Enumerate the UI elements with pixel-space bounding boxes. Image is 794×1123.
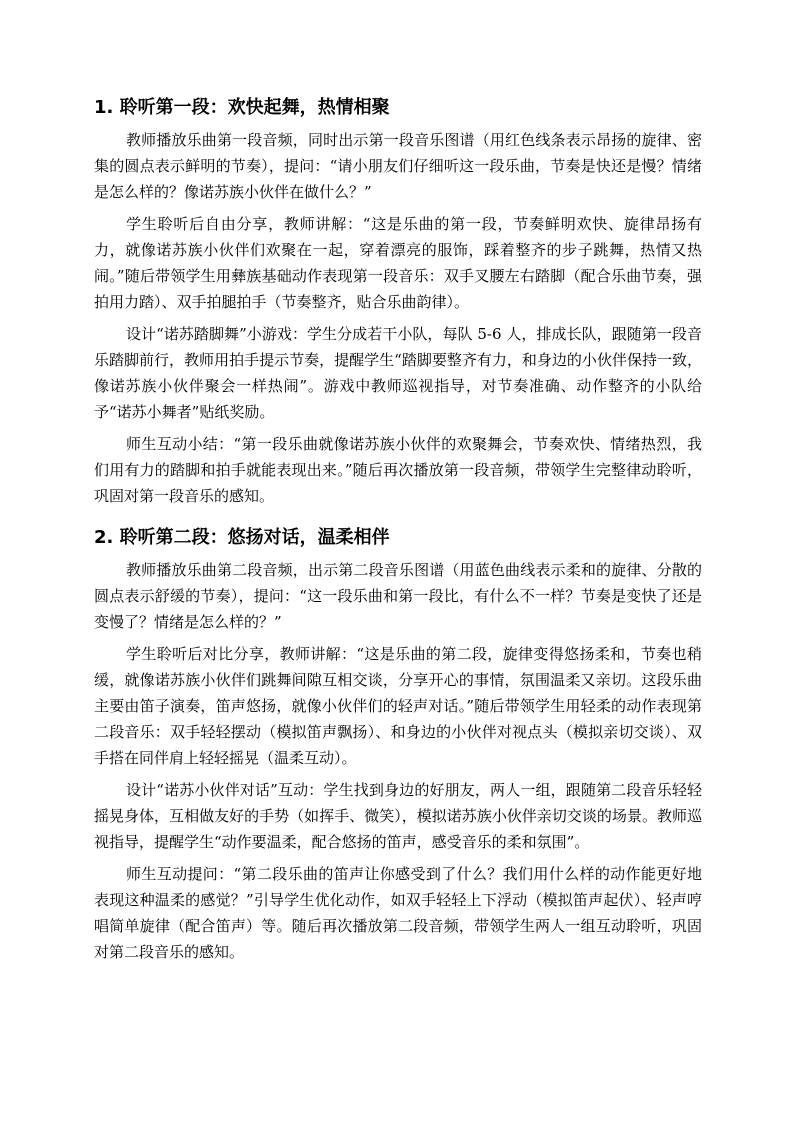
section-title-2: 2. 聆听第二段：悠扬对话，温柔相伴 (94, 527, 390, 548)
paragraph: 学生聆听后对比分享，教师讲解：“这是乐曲的第二段，旋律变得悠扬柔和，节奏也稍缓，就像诺苏族小伙伴们跳舞间隙互相交谈，分享开心的事情，氛围温柔又亲切。这段乐曲主要由笛子演奏，笛声悠扬，就像小伙伴们的轻声对话。”随后带领学生用轻柔的动作表现第二段音乐：双手轻轻摆动（模拟笛声飘扬）、和身边的小伙伴对视点头（模拟亲切交谈）、双手搭在同伴肩上轻轻摇晃（温柔互动）。 (94, 645, 702, 767)
paragraph: 教师播放乐曲第一段音频，同时出示第一段音乐图谱（用红色线条表示昂扬的旋律、密集的圆点表示鲜明的节奏），提问：“请小朋友们仔细听这一段乐曲，节奏是快还是慢？情绪是怎么样的？像诺苏族小伙伴在做什么？” (94, 131, 702, 201)
paragraph: 师生互动提问：“第二段乐曲的笛声让你感受到了什么？我们用什么样的动作能更好地表现这种温柔的感觉？”引导学生优化动作，如双手轻轻上下浮动（模拟笛声起伏）、轻声哼唱简单旋律（配合笛声）等。随后再次播放第二段音频，带领学生两人一组互动聆听，巩固对第二段音乐的感知。 (94, 865, 702, 961)
section-2 (94, 526, 702, 965)
paragraph: 师生互动小结：“第一段乐曲就像诺苏族小伙伴的欢聚舞会，节奏欢快、情绪热烈，我们用有力的踏脚和拍手就能表现出来。”随后再次播放第一段音频，带领学生完整律动聆听，巩固对第一段音乐的感知。 (94, 435, 702, 505)
section-1 (94, 96, 702, 509)
paragraph: 设计“诺苏小伙伴对话”互动：学生找到身边的好朋友，两人一组，跟随第二段音乐轻轻摇晃身体，互相做友好的手势（如挥手、微笑），模拟诺苏族小伙伴亲切交谈的场景。教师巡视指导，提醒学生“动作要温柔，配合悠扬的笛声，感受音乐的柔和氛围”。 (94, 781, 702, 851)
paragraph: 教师播放乐曲第二段音频，出示第二段音乐图谱（用蓝色曲线表示柔和的旋律、分散的圆点表示舒缓的节奏），提问：“这一段乐曲和第一段比，有什么不一样？节奏是变快了还是变慢了？情绪是怎么样的？” (94, 561, 702, 631)
paragraph: 学生聆听后自由分享，教师讲解：“这是乐曲的第一段，节奏鲜明欢快、旋律昂扬有力，就像诺苏族小伙伴们欢聚在一起，穿着漂亮的服饰，踩着整齐的步子跳舞，热情又热闹。”随后带领学生用彝族基础动作表现第一段音乐：双手叉腰左右踏脚（配合乐曲节奏，强拍用力踏）、双手拍腿拍手（节奏整齐，贴合乐曲韵律）。 (94, 215, 702, 311)
section-title-1: 1. 聆听第一段：欢快起舞，热情相聚 (94, 97, 390, 118)
paragraph: 设计“诺苏踏脚舞”小游戏：学生分成若干小队，每队 5-6 人，排成长队，跟随第一段音乐踏脚前行，教师用拍手提示节奏，提醒学生“踏脚要整齐有力，和身边的小伙伴保持一致，像诺苏族小伙伴聚会一样热闹”。游戏中教师巡视指导，对节奏准确、动作整齐的小队给予“诺苏小舞者”贴纸奖励。 (94, 325, 702, 421)
document-page (94, 96, 702, 971)
